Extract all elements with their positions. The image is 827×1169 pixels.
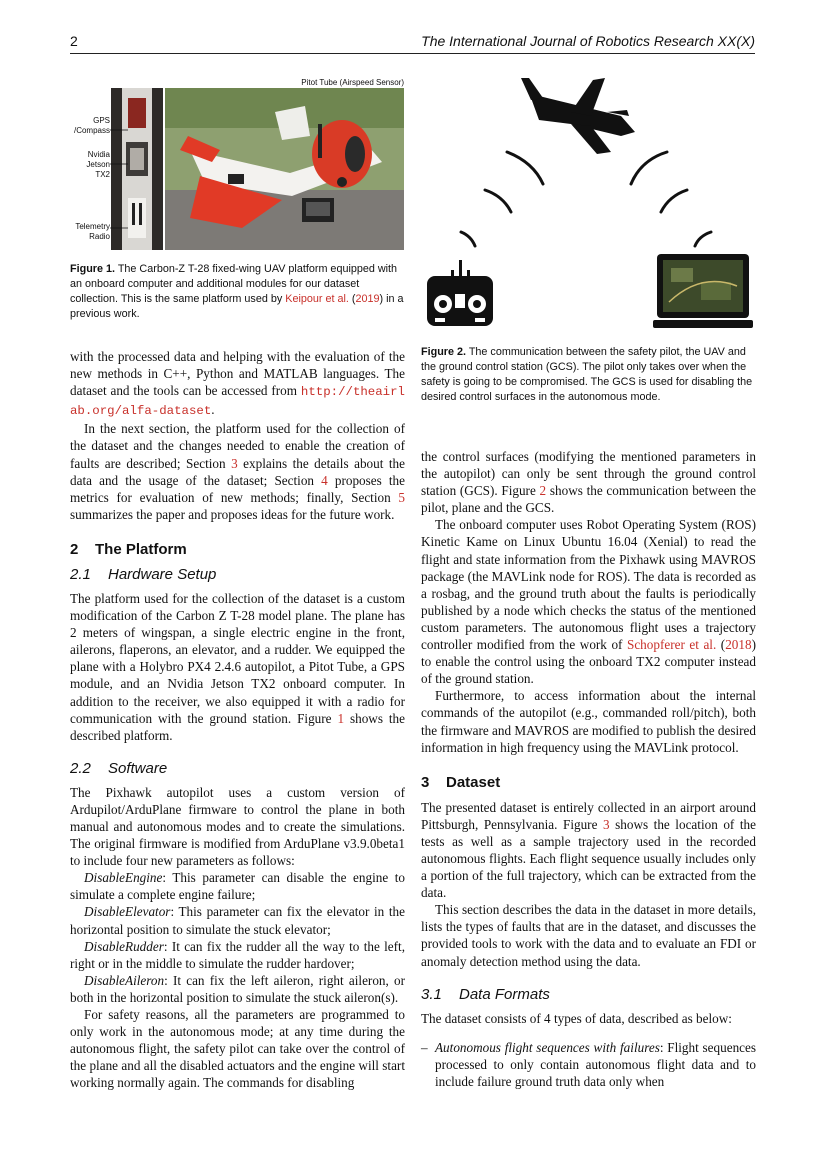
figure-1-caption: Figure 1. The Carbon-Z T-28 fixed-wing UAV platform equipped with an onboard computer and additional modules for our dataset collection. This is the same platform used by Keipour et al. (2019) in a previous work.: [70, 263, 404, 320]
section-description-paragraph: This section describes the data in the dataset in more details, lists the types of faults that are in the dataset, and discusses the provided tools to work with the data and to evaluate an FDI or anomaly detection method using the data.: [421, 902, 756, 969]
label-gps: GPS /Compass: [73, 116, 110, 135]
right-column: [421, 448, 756, 1090]
ref-figure-2[interactable]: 2: [539, 483, 547, 499]
subsection-2-2-heading: 2.2 Software: [70, 759, 168, 777]
header-rule: [70, 53, 755, 54]
rc-transmitter-icon: [427, 260, 493, 326]
left-column: [70, 348, 405, 1091]
software-paragraph: The Pixhawk autopilot uses a custom version of Ardupilot/ArduPlane firmware to control the plane in both manual and autonomous modes and to create the simulations. The original firmware is modified from ArduPlane v3.9.0beta1 to include four new parameters as follows:: [70, 784, 405, 869]
subsection-2-1-heading: 2.1 Hardware Setup: [70, 565, 217, 583]
label-telemetry-radio: Telemetry Radio: [75, 222, 110, 241]
data-formats-paragraph: The dataset consists of 4 types of data, described as below:: [421, 1010, 732, 1026]
figure-2-caption-text: The communication between the safety pilot, the UAV and the ground control station (GCS). The pilot only takes over when the safety is going to be compromised. The GCS is used for disabling the desired control surfaces in the autonomous mode.: [421, 346, 753, 403]
bullet-dash: –: [421, 1039, 428, 1055]
citation-keipour[interactable]: Keipour et al.: [285, 293, 349, 305]
ref-section-3[interactable]: 3: [231, 455, 238, 471]
param-disable-engine: DisableEngine: This parameter can disable the engine to simulate a complete engine failure;: [70, 870, 405, 903]
figure-2-caption-label: Figure 2.: [421, 346, 466, 358]
safety-paragraph: For safety reasons, all the parameters are programmed to only work in the autonomous mode; at any time during the autonomous flight, the safety pilot can take over the control of the plane and all the disabled actuators and the engine will start working normally again. The commands for disabling: [70, 1007, 405, 1091]
dataset-paragraph: The presented dataset is entirely collected in an airport around Pittsburgh, Pennsylvania. Figure 3 shows the location of the tests as well as a sample trajectory used in the recorded autonomous flights. Each flight sequence usually includes only a portion of the full trajectory, which can be extracted from the data.: [421, 799, 756, 901]
next-section-paragraph: In the next section, the platform used for the collection of the dataset and the changes needed to enable the creation of faults are described; Section 3 explains the details about the data and the usage of the dataset; Section 4 proposes the metrics for evaluation of new methods; finally, Section 5 summarizes the paper and proposes ideas for the future work.: [70, 421, 405, 522]
ref-section-4[interactable]: 4: [321, 472, 328, 488]
laptop-gcs-icon: [653, 254, 753, 328]
label-pitot-tube: Pitot Tube (Airspeed Sensor): [301, 78, 404, 87]
ref-figure-1[interactable]: 1: [337, 710, 345, 726]
subsection-3-1-heading: 3.1 Data Formats: [421, 985, 550, 1003]
ref-figure-3[interactable]: 3: [602, 816, 610, 832]
figure-2-caption: [421, 345, 756, 405]
param-disable-aileron: DisableAileron: It can fix the left aileron, right aileron, or both in the horizontal position to simulate the stuck aileron(s).: [70, 972, 405, 1005]
airplane-icon: [521, 78, 635, 154]
ros-paragraph: The onboard computer uses Robot Operating System (ROS) Kinetic Kame on Linux Ubuntu 16.04 (Xenial) to read the flight and state information from the Pixhawk using MAVROS package (the MAVLink node for ROS). The data is recorded as a rosbag, and the ground truth about the faults is periodically published by a node which checks the status of the mentioned custom parameters. The autonomous flight uses a trajectory controller modified from the work of Schopferer et al. (2018) to enable the control using the onboard TX2 computer instead of the ground station.: [421, 517, 756, 687]
figure-2-diagram: [421, 72, 756, 332]
figure-1-caption-text: The Carbon-Z T-28 fixed-wing UAV platform equipped with an onboard computer and additional modules for our dataset collection. This is the same platform used by: [70, 263, 398, 305]
dataset-url-link[interactable]: http://theairlab.org/alfa-dataset: [70, 385, 405, 419]
list-item-autonomous-sequences: – Autonomous flight sequences with failures: Flight sequences processed to only contain autonomous flight data and to include failure ground truth data only when: [421, 1039, 756, 1089]
journal-title: The International Journal of Robotics Research XX(X): [421, 33, 755, 49]
param-disable-rudder: DisableRudder: It can fix the rudder all the way to the left, right or in the middle to simulate the rudder hardover;: [70, 938, 405, 971]
mavlink-paragraph: Furthermore, to access information about the internal commands of the autopilot (e.g., commanded roll/pitch), both the firmware and MAVROS are modified to publish the desired information in high frequency using the MAVLink protocol.: [421, 688, 756, 755]
param-disable-elevator: DisableElevator: This parameter can fix the elevator in the horizontal position to simulate the stuck elevator;: [70, 904, 405, 937]
signal-arcs: [461, 152, 711, 246]
citation-schopferer[interactable]: Schopferer et al.: [626, 637, 717, 653]
ref-section-5[interactable]: 5: [398, 489, 405, 505]
section-2-heading: 2 The Platform: [70, 540, 187, 558]
intro-paragraph: with the processed data and helping with the evaluation of the new methods in C++, Python and MATLAB languages. The dataset and the tools can be accessed from http://theairlab.org/alfa-dataset.: [70, 349, 405, 419]
figure-1-caption-label: Figure 1.: [70, 263, 115, 275]
label-jetson: Nvidia Jetson TX2: [86, 150, 110, 179]
section-3-heading: 3 Dataset: [421, 773, 501, 791]
figure-1-photo: [70, 78, 405, 250]
gcs-paragraph: the control surfaces (modifying the mentioned parameters in the autopilot) can only be sent through the ground control station (GCS). Figure 2 shows the communication between the pilot, plane and the GCS.: [421, 449, 756, 516]
hardware-paragraph: The platform used for the collection of the dataset is a custom modification of the Carbon Z T-28 model plane. The plane has 2 meters of wingspan, a single electric engine in the front, ailerons, flaperons, an elevator, and a rudder. We equipped the plane with a Holybro PX4 2.4.6 autopilot, a Pitot Tube, a GPS module, and an Nvidia Jetson TX2 onboard computer. In addition to the receiver, we also equipped it with a radio for communication with the ground station. Figure 1 shows the described platform.: [70, 590, 406, 743]
citation-schopferer-year[interactable]: 2018: [725, 637, 752, 653]
figure-1: [70, 78, 405, 250]
citation-keipour-year[interactable]: 2019: [355, 293, 380, 305]
page-number: 2: [70, 33, 78, 49]
